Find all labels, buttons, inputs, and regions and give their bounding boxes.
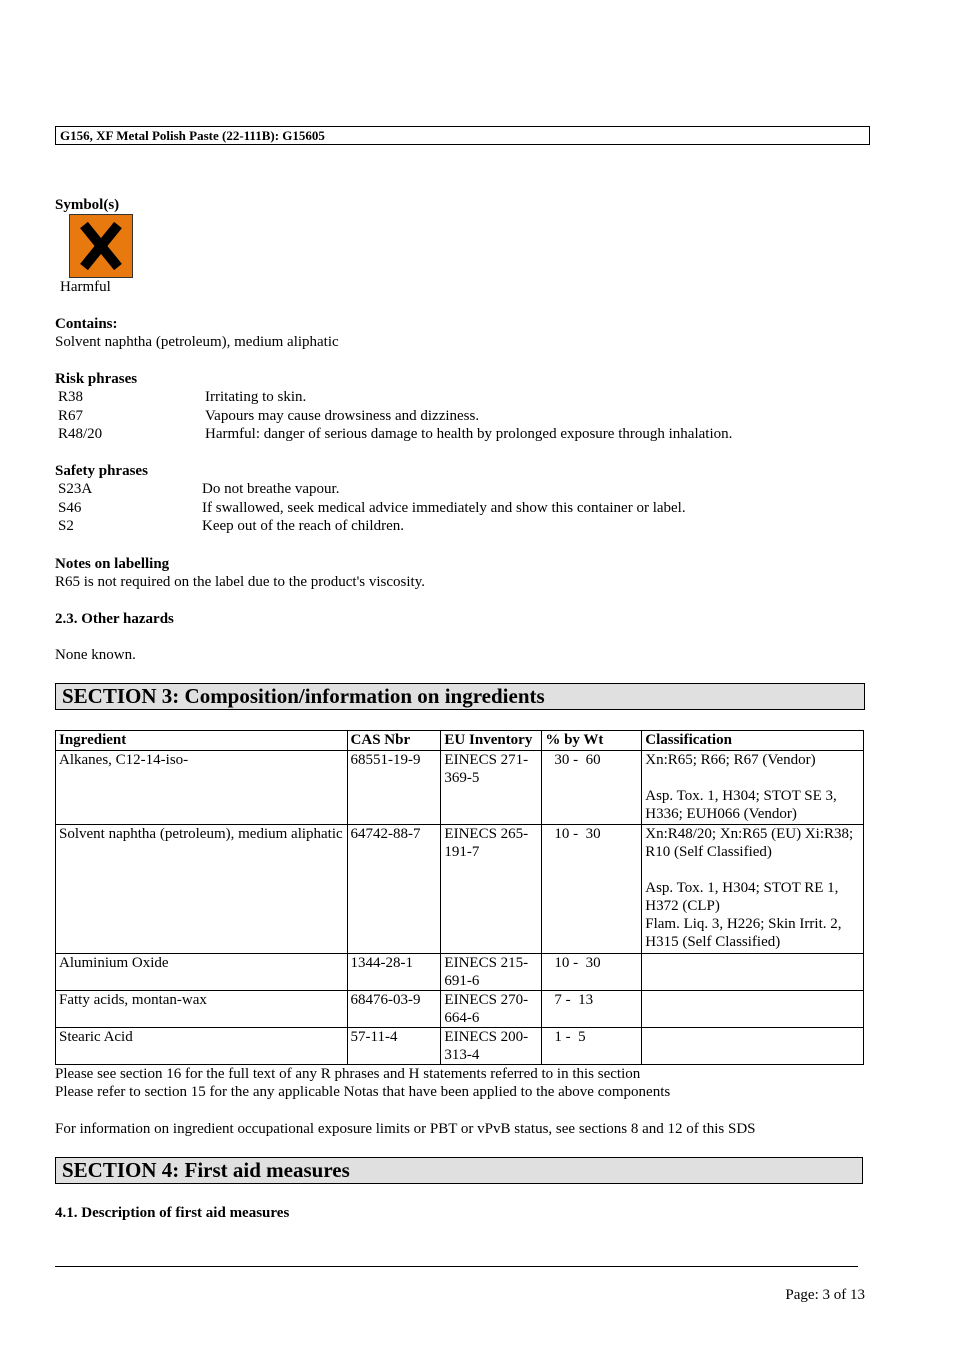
table-row <box>56 954 864 991</box>
other-hazards-heading: 2.3. Other hazards <box>55 611 174 627</box>
document-header: G156, XF Metal Polish Paste (22-111B): G15605 <box>55 126 870 145</box>
percent-cell: 1 - 5 <box>542 1028 642 1065</box>
ingredients-table <box>55 730 864 1065</box>
ingredient-cell: Alkanes, C12-14-iso- <box>56 751 348 825</box>
notes-heading: Notes on labelling <box>55 556 170 572</box>
classification-line: Xn:R48/20; Xn:R65 (EU) Xi:R38; R10 (Self Classified) <box>645 826 854 860</box>
safety-text: Keep out of the reach of children. <box>202 518 404 534</box>
risk-text: Harmful: danger of serious damage to health by prolonged exposure through inhalation. <box>205 426 733 442</box>
cas-cell: 64742-88-7 <box>347 825 441 954</box>
safety-code: S23A <box>58 481 93 497</box>
safety-text: Do not breathe vapour. <box>202 481 340 497</box>
percent-cell: 10 - 30 <box>542 825 642 954</box>
cas-cell: 57-11-4 <box>347 1028 441 1065</box>
section-4-title: SECTION 4: First aid measures <box>55 1157 863 1184</box>
safety-code: S46 <box>58 500 82 516</box>
section-3-note: For information on ingredient occupational exposure limits or PBT or vPvB status, see sections 8 and 12 of this SDS <box>55 1121 756 1137</box>
eu-inventory-cell: EINECS 265-191-7 <box>441 825 542 954</box>
column-header: CAS Nbr <box>347 731 441 751</box>
safety-text: If swallowed, seek medical advice immediately and show this container or label. <box>202 500 686 516</box>
percent-cell: 10 - 30 <box>542 954 642 991</box>
classification-cell <box>642 991 864 1028</box>
contains-heading: Contains: <box>55 316 118 332</box>
page-number: Page: 3 of 13 <box>785 1287 865 1303</box>
contains-text: Solvent naphtha (petroleum), medium aliphatic <box>55 334 339 350</box>
table-row <box>56 825 864 954</box>
column-header: Classification <box>642 731 864 751</box>
risk-phrases-heading: Risk phrases <box>55 371 138 387</box>
eu-inventory-cell: EINECS 271-369-5 <box>441 751 542 825</box>
footer-divider <box>55 1266 858 1267</box>
classification-cell <box>642 825 864 954</box>
cross-icon <box>70 215 132 277</box>
risk-code: R38 <box>58 389 84 405</box>
column-header: % by Wt <box>542 731 642 751</box>
column-header: EU Inventory <box>441 731 542 751</box>
symbols-heading: Symbol(s) <box>55 197 120 213</box>
harmful-hazard-icon <box>69 214 133 278</box>
risk-code: R48/20 <box>58 426 103 442</box>
classification-cell <box>642 751 864 825</box>
ingredient-cell: Stearic Acid <box>56 1028 348 1065</box>
eu-inventory-cell: EINECS 215-691-6 <box>441 954 542 991</box>
table-row <box>56 1028 864 1065</box>
ingredient-cell: Solvent naphtha (petroleum), medium aliphatic <box>56 825 348 954</box>
ingredient-cell: Aluminium Oxide <box>56 954 348 991</box>
section-3-note: Please refer to section 15 for the any applicable Notas that have been applied to the above components <box>55 1084 671 1100</box>
column-header: Ingredient <box>56 731 348 751</box>
classification-cell <box>642 1028 864 1065</box>
risk-text: Irritating to skin. <box>205 389 307 405</box>
risk-code: R67 <box>58 408 84 424</box>
cas-cell: 1344-28-1 <box>347 954 441 991</box>
percent-cell: 7 - 13 <box>542 991 642 1028</box>
symbol-label: Harmful <box>60 279 111 295</box>
classification-line: Flam. Liq. 3, H226; Skin Irrit. 2, H315 (Self Classified) <box>645 916 842 950</box>
safety-phrases-heading: Safety phrases <box>55 463 148 479</box>
classification-line: Asp. Tox. 1, H304; STOT RE 1, H372 (CLP) <box>645 880 839 914</box>
section-4-subheading: 4.1. Description of first aid measures <box>55 1205 290 1221</box>
table-header-row <box>56 731 864 751</box>
classification-line: Asp. Tox. 1, H304; STOT SE 3, H336; EUH066 (Vendor) <box>645 788 837 822</box>
safety-code: S2 <box>58 518 74 534</box>
eu-inventory-cell: EINECS 200-313-4 <box>441 1028 542 1065</box>
other-hazards-text: None known. <box>55 647 136 663</box>
classification-line: Xn:R65; R66; R67 (Vendor) <box>645 752 816 768</box>
cas-cell: 68476-03-9 <box>347 991 441 1028</box>
eu-inventory-cell: EINECS 270-664-6 <box>441 991 542 1028</box>
cas-cell: 68551-19-9 <box>347 751 441 825</box>
table-row <box>56 751 864 825</box>
percent-cell: 30 - 60 <box>542 751 642 825</box>
notes-text: R65 is not required on the label due to the product's viscosity. <box>55 574 425 590</box>
classification-cell <box>642 954 864 991</box>
ingredient-cell: Fatty acids, montan-wax <box>56 991 348 1028</box>
section-3-title: SECTION 3: Composition/information on ingredients <box>55 683 865 710</box>
table-row <box>56 991 864 1028</box>
risk-text: Vapours may cause drowsiness and dizziness. <box>205 408 480 424</box>
section-3-note: Please see section 16 for the full text of any R phrases and H statements referred to in this section <box>55 1066 641 1082</box>
